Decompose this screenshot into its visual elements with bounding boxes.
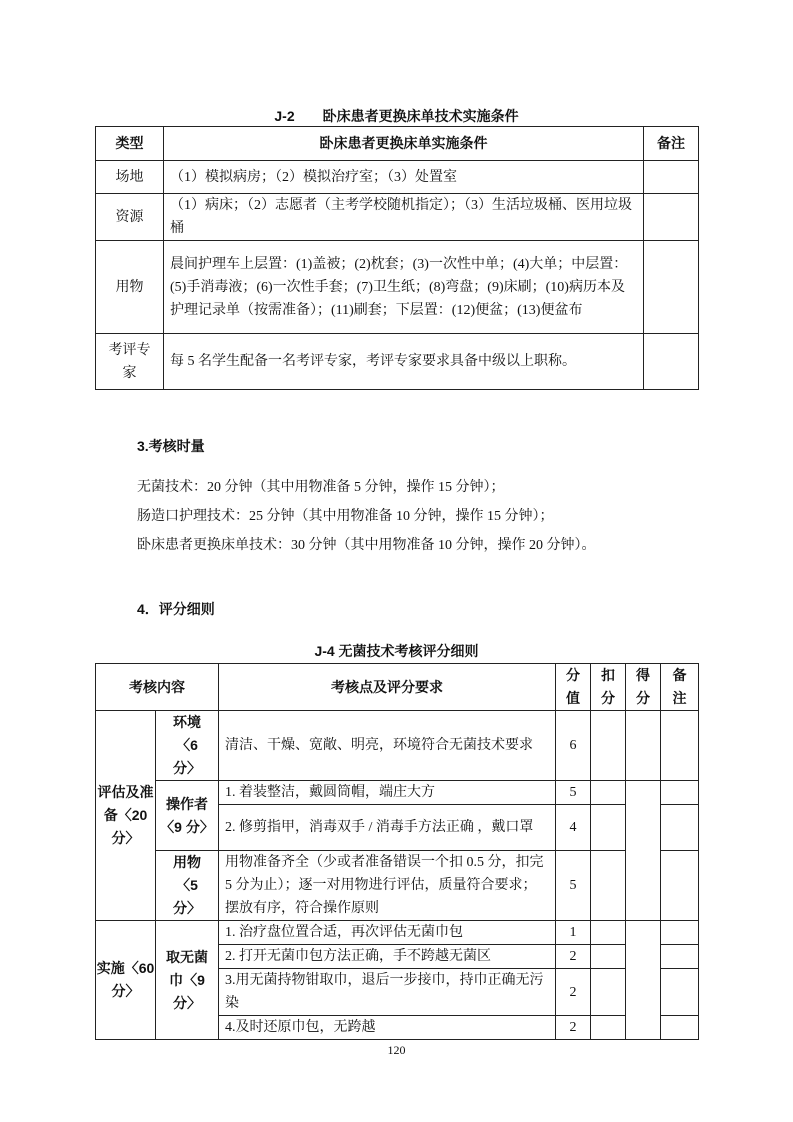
note-cell (661, 921, 699, 945)
got-cell (626, 781, 661, 921)
table-row (96, 711, 699, 781)
sub-label: 用物〈5 分〉 (156, 851, 219, 921)
item-score: 4 (556, 805, 591, 851)
item-score: 2 (556, 945, 591, 969)
item-score: 2 (556, 1016, 591, 1040)
row-type: 考评专家 (96, 334, 164, 390)
row-content: （1）模拟病房；（2）模拟治疗室；（3）处置室 (164, 161, 644, 194)
deduct-cell (591, 851, 626, 921)
item-score: 5 (556, 851, 591, 921)
row-note (644, 194, 699, 241)
header-content: 考核内容 (96, 664, 219, 711)
table-row (96, 241, 699, 334)
table-row (96, 851, 699, 921)
time-line: 无菌技术：20 分钟（其中用物准备 5 分钟，操作 15 分钟）； (137, 480, 505, 495)
header-score: 分值 (556, 664, 591, 711)
item-score: 2 (556, 969, 591, 1016)
header-points: 考核点及评分要求 (219, 664, 556, 711)
row-content: （1）病床；（2）志愿者（主考学校随机指定）；（3）生活垃圾桶、医用垃圾桶 (164, 194, 644, 241)
item-text: 清洁、干燥、宽敞、明亮，环境符合无菌技术要求 (219, 711, 556, 781)
header-conditions: 卧床患者更换床单实施条件 (164, 127, 644, 161)
item-text: 4.及时还原巾包，无跨越 (219, 1016, 556, 1040)
section-3-heading: 3.考核时量 (137, 438, 205, 454)
header-type: 类型 (96, 127, 164, 161)
note-cell (661, 1016, 699, 1040)
row-type: 场地 (96, 161, 164, 194)
sub-label: 取无菌巾〈9 分〉 (156, 921, 219, 1040)
item-score: 5 (556, 781, 591, 805)
deduct-cell (591, 1016, 626, 1040)
note-cell (661, 805, 699, 851)
time-line: 肠造口护理技术：25 分钟（其中用物准备 10 分钟，操作 15 分钟）； (137, 509, 554, 524)
row-type: 资源 (96, 194, 164, 241)
deduct-cell (591, 945, 626, 969)
deduct-cell (591, 921, 626, 945)
table-row (96, 194, 699, 241)
row-content: 晨间护理车上层置：(1)盖被；(2)枕套；(3)一次性中单；(4)大单；中层置：(5)手消毒液；(6)一次性手套；(7)卫生纸；(8)弯盘；(9)床刷；(10)病历本及护理记录单（按需准备）；(11)刷套；下层置：(12)便盆；(13)便盆布 (164, 241, 644, 334)
header-got: 得分 (626, 664, 661, 711)
deduct-cell (591, 805, 626, 851)
table-row (96, 781, 699, 805)
deduct-cell (591, 969, 626, 1016)
note-cell (661, 781, 699, 805)
page-number: 120 (387, 1043, 406, 1057)
row-content: 每 5 名学生配备一名考评专家，考评专家要求具备中级以上职称。 (164, 334, 644, 390)
note-cell (661, 711, 699, 781)
table-j4-title: J-4 无菌技术考核评分细则 (314, 643, 479, 659)
deduct-cell (591, 781, 626, 805)
deduct-cell (591, 711, 626, 781)
sub-label: 环境〈6 分〉 (156, 711, 219, 781)
row-note (644, 334, 699, 390)
item-text: 1. 着装整洁，戴圆筒帽，端庄大方 (219, 781, 556, 805)
item-text: 2. 修剪指甲，消毒双手 / 消毒手方法正确 ，戴口罩 (219, 805, 556, 851)
item-text: 2. 打开无菌巾包方法正确，手不跨越无菌区 (219, 945, 556, 969)
table-row (96, 161, 699, 194)
table-j2-title: J-2 卧床患者更换床单技术实施条件 (274, 108, 519, 124)
got-cell (626, 711, 661, 781)
note-cell (661, 851, 699, 921)
row-note (644, 161, 699, 194)
group-label: 评估及准备〈20 分〉 (96, 711, 156, 921)
table-row (96, 921, 699, 945)
table-j2 (95, 126, 699, 390)
item-score: 6 (556, 711, 591, 781)
sub-label: 操作者〈9 分〉 (156, 781, 219, 851)
header-note: 备注 (644, 127, 699, 161)
header-note: 备注 (661, 664, 699, 711)
header-deduct: 扣分 (591, 664, 626, 711)
row-note (644, 241, 699, 334)
time-line: 卧床患者更换床单技术：30 分钟（其中用物准备 10 分钟，操作 20 分钟）。 (137, 538, 596, 553)
table-j4 (95, 663, 699, 1040)
section-4-heading: 4．评分细则 (137, 601, 215, 617)
row-type: 用物 (96, 241, 164, 334)
item-text: 3.用无菌持物钳取巾，退后一步接巾，持巾正确无污染 (219, 969, 556, 1016)
table-row (96, 334, 699, 390)
note-cell (661, 969, 699, 1016)
group-label: 实施〈60 分〉 (96, 921, 156, 1040)
item-score: 1 (556, 921, 591, 945)
item-text: 用物准备齐全（少或者准备错误一个扣 0.5 分，扣完 5 分为止）；逐一对用物进行评估，质量符合要求；摆放有序，符合操作原则 (219, 851, 556, 921)
item-text: 1. 治疗盘位置合适，再次评估无菌巾包 (219, 921, 556, 945)
note-cell (661, 945, 699, 969)
got-cell (626, 921, 661, 1040)
